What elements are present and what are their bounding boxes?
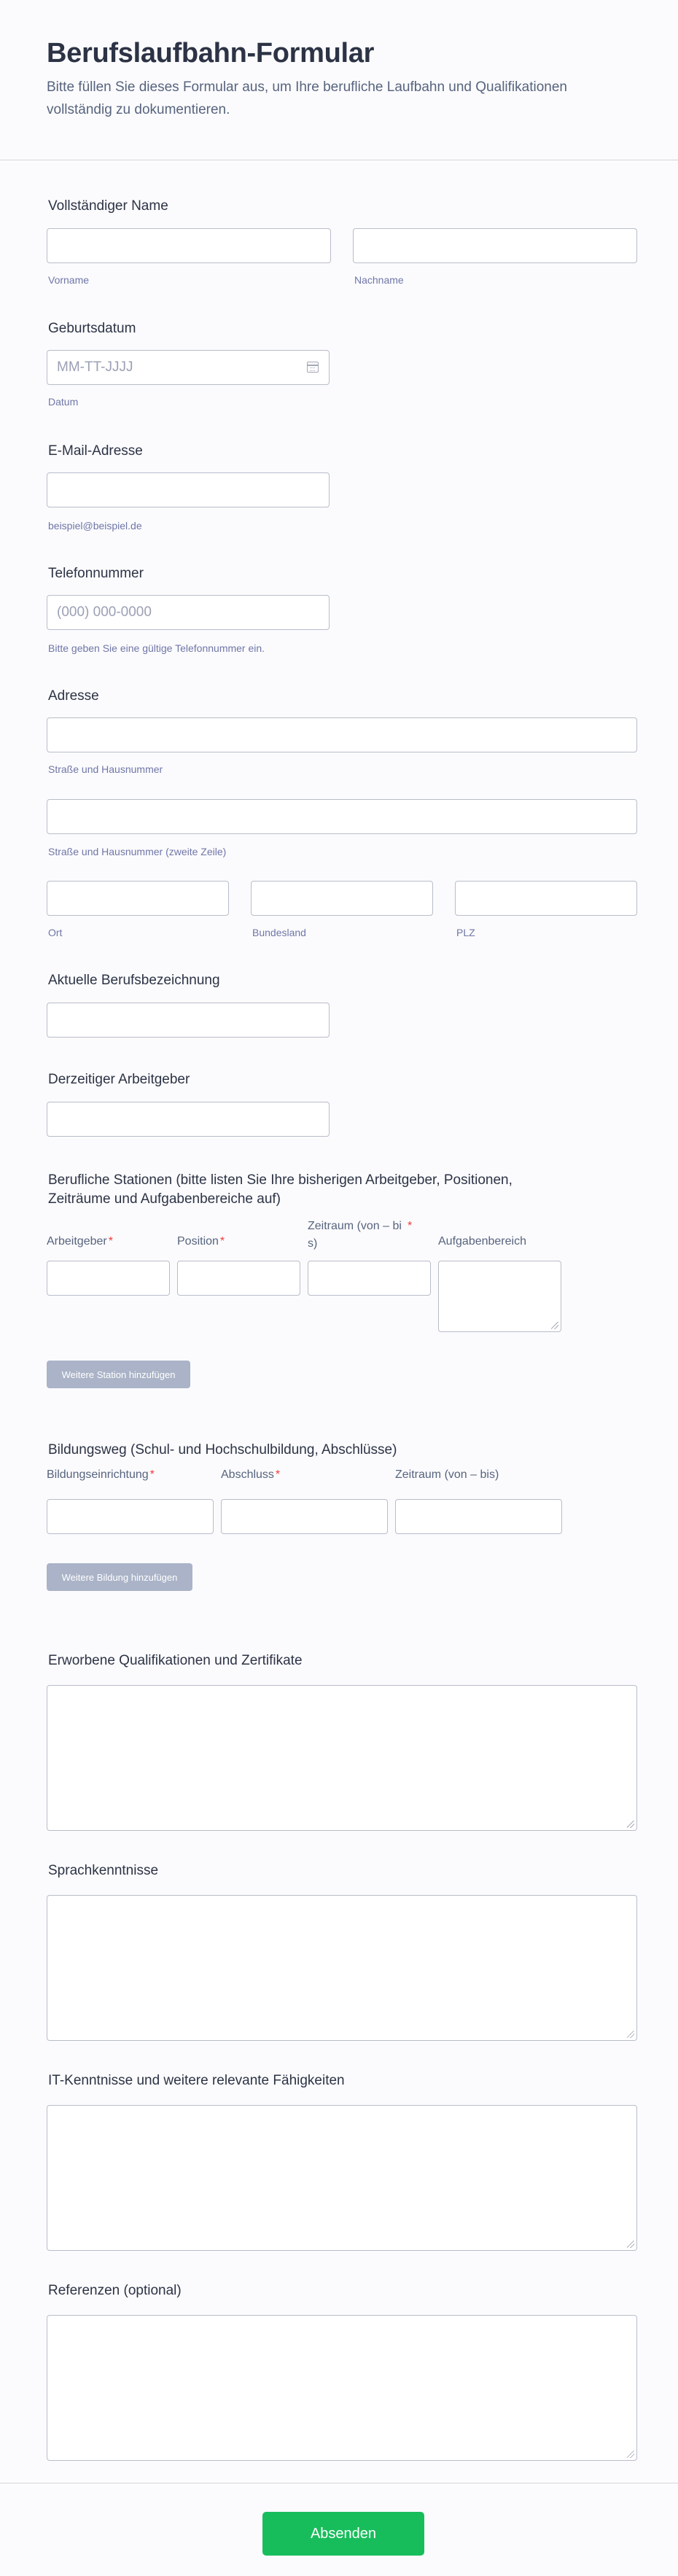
add-career-station-button[interactable]: Weitere Station hinzufügen [47, 1361, 190, 1388]
form-body [0, 161, 678, 2482]
email-label: E-Mail-Adresse [48, 443, 143, 459]
birth-date-label: Geburtsdatum [48, 321, 136, 336]
birth-date-sublabel: Datum [48, 396, 79, 408]
phone-sublabel: Bitte geben Sie eine gültige Telefonnummer ein. [48, 642, 265, 654]
resize-handle-icon[interactable] [551, 1322, 558, 1329]
resize-handle-icon[interactable] [627, 2241, 634, 2248]
state-sublabel: Bundesland [252, 927, 306, 938]
it-skills-label: IT-Kenntnisse und weitere relevante Fähigkeiten [48, 2073, 345, 2088]
city-input[interactable] [47, 881, 229, 916]
career-col-period [308, 1218, 439, 1253]
form-title: Berufslaufbahn-Formular [47, 38, 375, 69]
email-input[interactable] [47, 472, 330, 507]
languages-textarea[interactable] [47, 1895, 637, 2041]
career-col-position [177, 1233, 225, 1250]
add-education-button[interactable]: Weitere Bildung hinzufügen [47, 1563, 192, 1591]
career-tasks-textarea[interactable] [438, 1261, 561, 1332]
job-title-label: Aktuelle Berufsbezeichnung [48, 973, 220, 988]
phone-placeholder: (000) 000-0000 [57, 604, 152, 620]
address-label: Adresse [48, 688, 99, 704]
phone-input[interactable] [47, 595, 330, 630]
education-degree-input[interactable] [221, 1499, 388, 1534]
career-col-employer [47, 1233, 113, 1250]
resize-handle-icon[interactable] [627, 2451, 634, 2458]
birth-date-input[interactable] [47, 350, 330, 385]
career-col-period-line2: s) [308, 1237, 318, 1250]
email-sublabel: beispiel@beispiel.de [48, 520, 142, 532]
last-name-sublabel: Nachname [354, 274, 404, 286]
career-col-employer-text: Arbeitgeber [47, 1235, 107, 1248]
form-description: Bitte füllen Sie dieses Formular aus, um Ihre berufliche Laufbahn und Qualifikationen vollständig zu dokumentieren. [47, 79, 567, 117]
zip-input[interactable] [455, 881, 637, 916]
education-col-institution-text: Bildungseinrichtung [47, 1468, 149, 1481]
career-period-input[interactable] [308, 1261, 431, 1296]
references-label: Referenzen (optional) [48, 2283, 182, 2298]
career-label [48, 1171, 631, 1209]
submit-button[interactable]: Absenden [262, 2512, 424, 2556]
education-label: Bildungsweg (Schul- und Hochschulbildung, Abschlüsse) [48, 1442, 397, 1458]
career-position-input[interactable] [177, 1261, 300, 1296]
street2-input[interactable] [47, 799, 637, 834]
references-textarea[interactable] [47, 2315, 637, 2461]
qualifications-textarea[interactable] [47, 1685, 637, 1831]
languages-label: Sprachkenntnisse [48, 1863, 159, 1878]
education-period-input[interactable] [395, 1499, 562, 1534]
career-label-line2: Zeiträume und Aufgabenbereiche auf) [48, 1191, 281, 1207]
required-mark: * [219, 1235, 225, 1248]
resize-handle-icon[interactable] [627, 1821, 634, 1828]
required-mark: * [108, 1235, 113, 1248]
first-name-sublabel: Vorname [48, 274, 90, 286]
form-footer [0, 2483, 678, 2576]
education-col-period: Zeitraum (von – bis) [395, 1468, 499, 1481]
required-mark: * [275, 1468, 281, 1481]
birth-date-placeholder: MM-TT-JJJJ [57, 359, 133, 375]
phone-label: Telefonnummer [48, 566, 144, 581]
job-title-input[interactable] [47, 1003, 330, 1038]
calendar-icon[interactable] [307, 362, 319, 373]
state-input[interactable] [251, 881, 433, 916]
career-col-position-text: Position [177, 1235, 219, 1248]
career-employer-input[interactable] [47, 1261, 170, 1296]
education-col-institution [47, 1466, 155, 1484]
full-name-label: Vollständiger Name [48, 198, 168, 214]
employer-input[interactable] [47, 1102, 330, 1137]
education-institution-input[interactable] [47, 1499, 214, 1534]
education-col-degree-text: Abschluss [221, 1468, 274, 1481]
first-name-input[interactable] [47, 228, 331, 263]
employer-label: Derzeitiger Arbeitgeber [48, 1072, 190, 1087]
career-label-line1: Berufliche Stationen (bitte listen Sie Ihre bisherigen Arbeitgeber, Positionen, [48, 1172, 513, 1188]
it-skills-textarea[interactable] [47, 2105, 637, 2251]
zip-sublabel: PLZ [456, 927, 475, 938]
resize-handle-icon[interactable] [627, 2031, 634, 2038]
last-name-input[interactable] [353, 228, 637, 263]
form-header [0, 0, 678, 160]
career-col-period-line1: Zeitraum (von – bi * [308, 1220, 413, 1232]
qualifications-label: Erworbene Qualifikationen und Zertifikate [48, 1653, 303, 1668]
city-sublabel: Ort [48, 927, 63, 938]
street-input[interactable] [47, 717, 637, 752]
street-sublabel: Straße und Hausnummer [48, 763, 163, 775]
education-col-degree [221, 1466, 280, 1484]
career-col-tasks: Aufgabenbereich [438, 1235, 526, 1248]
required-mark: * [407, 1220, 413, 1232]
street2-sublabel: Straße und Hausnummer (zweite Zeile) [48, 846, 227, 857]
required-mark: * [149, 1468, 155, 1481]
